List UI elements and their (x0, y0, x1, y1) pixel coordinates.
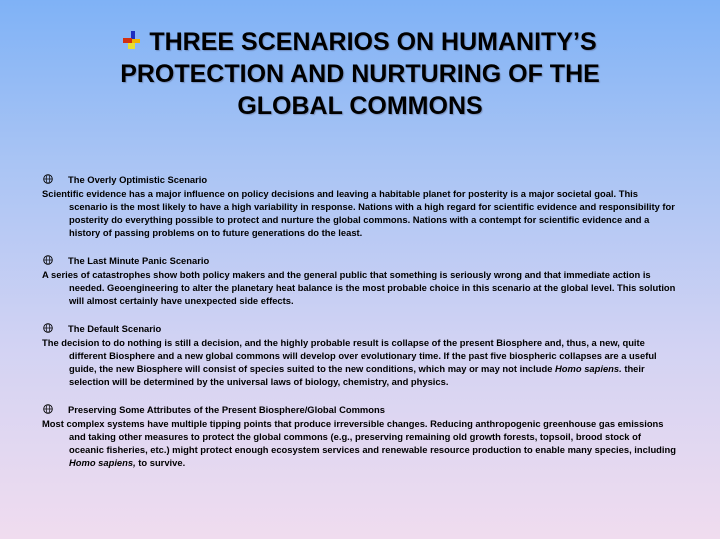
body-text-part: The decision to do nothing is still a decision, and the highly probable result is collapse of the present Biosphere and, thus, a new, quite different Biosphere and a new global commons will develop over evolutionary time. If the past five biospheric collapses are a useful guide, the new Biosphere will consist of species suited to the new conditions, which may or may not include (42, 337, 657, 374)
scenario-list (42, 172, 678, 483)
species-name: Homo sapiens. (555, 363, 622, 374)
species-name: Homo sapiens, (69, 457, 136, 468)
scenario-heading (42, 253, 678, 267)
body-text-part: their selection will be determined by the universal laws of biology, chemistry, and physics. (69, 363, 645, 387)
scenario-heading-text: Preserving Some Attributes of the Present Biosphere/Global Commons (68, 403, 385, 415)
title-text-1: THREE SCENARIOS ON HUMANITY’S (149, 28, 597, 56)
scenario-heading (42, 172, 678, 186)
scenario-optimistic (42, 172, 678, 239)
scenario-body (42, 336, 678, 388)
body-text-part: Most complex systems have multiple tipping points that produce irreversible changes. Reducing anthropogenic greenhouse gas emissions and taking other measures to protect the global commons (e.g., preserving remaining old growth forests, topsoil, brood stock of oceanic fisheries, etc.) might protect enough ecosystem services and renewable resource production to enable many species, including (42, 418, 676, 455)
scenario-heading (42, 402, 678, 416)
scenario-body: A series of catastrophes show both policy makers and the general public that something is seriously wrong and that immediate action is needed. Geoengineering to alter the planetary heat balance is the most probable choice in this scenario at the global level. This solution will almost certainly have unexpected side effects. (42, 269, 676, 306)
scenario-last-minute-panic (42, 253, 678, 307)
title-line-3: GLOBAL COMMONS (237, 92, 483, 120)
globe-icon (43, 404, 53, 414)
globe-icon (43, 323, 53, 333)
globe-icon (43, 174, 53, 184)
scenario-heading-text: The Last Minute Panic Scenario (68, 254, 210, 266)
four-color-square-icon (123, 31, 141, 49)
title-line-2: PROTECTION AND NURTURING OF THE (120, 60, 600, 88)
globe-icon (43, 255, 53, 265)
scenario-heading (42, 321, 678, 335)
slide-title (60, 26, 660, 122)
scenario-body: Scientific evidence has a major influence on policy decisions and leaving a habitable planet for posterity is a major societal goal. This scenario is the most likely to have a high variability in response. Nations with a high regard for scientific evidence and responsibility for posterity do everything possible to protect and nurture the global commons. Nations with a contempt for scientific evidence and a history of passing problems on to future generations do the least. (42, 188, 675, 238)
scenario-heading-text: The Overly Optimistic Scenario (68, 173, 208, 185)
scenario-default (42, 321, 678, 388)
scenario-heading-text: The Default Scenario (68, 322, 162, 334)
scenario-body (42, 417, 678, 469)
title-line-1 (60, 26, 660, 58)
body-text-part: to survive. (135, 457, 186, 468)
scenario-preserving-attributes (42, 402, 678, 469)
